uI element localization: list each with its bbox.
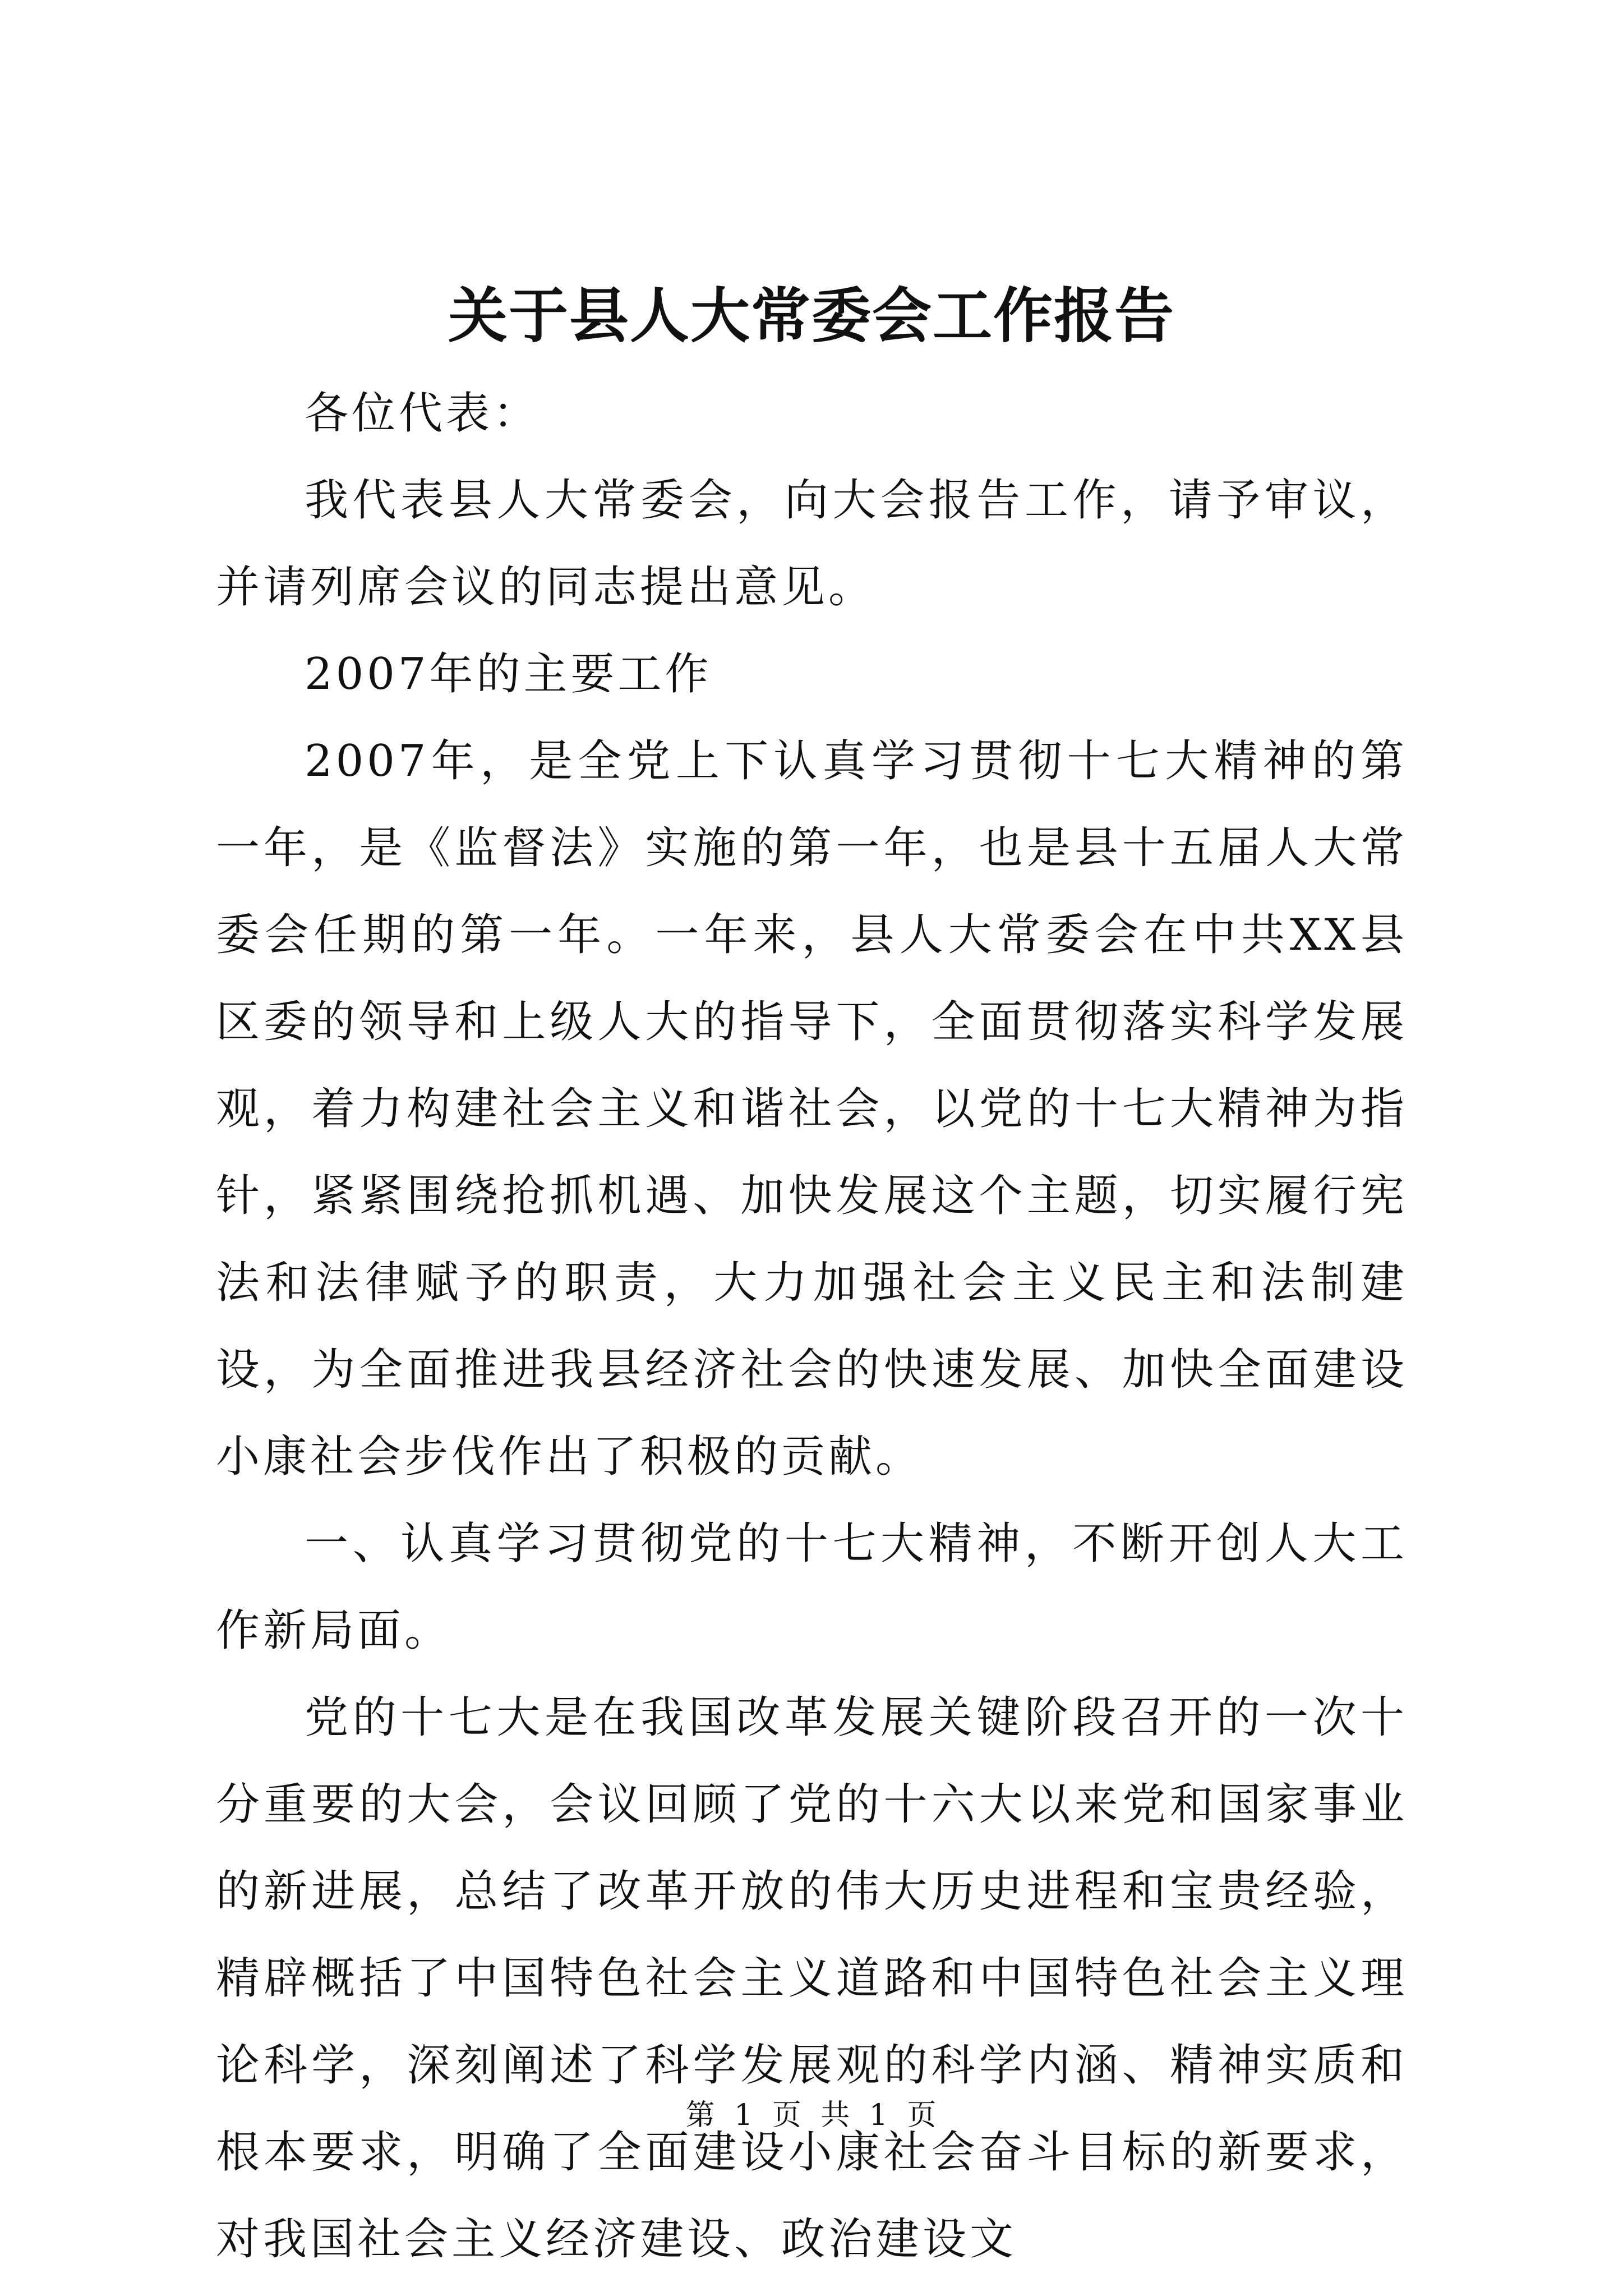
body-paragraph: 我代表县人大常委会，向大会报告工作，请予审议，并请列席会议的同志提出意见。: [216, 475, 1408, 613]
salutation-paragraph: 各位代表：: [305, 388, 541, 439]
body-paragraph: 党的十七大是在我国改革发展关键阶段召开的一次十分重要的大会，会议回顾了党的十六大以来党和国家事业的新进展，总结了改革开放的伟大历史进程和宝贵经验，精辟概括了中国特色社会主义道路和中国特色社会主义理论科学，深刻阐述了科学发展观的科学内涵、精神实质和根本要求，明确了全面建设小康社会奋斗目标的新要求，对我国社会主义经济建设、政治建设文: [216, 1692, 1408, 2265]
body-paragraph: 2007年，是全党上下认真学习贯彻十七大精神的第一年，是《监督法》实施的第一年，也是县十五届人大常委会任期的第一年。一年来，县人大常委会在中共XX县区委的领导和上级人大的指导下，全面贯彻落实科学发展观，着力构建社会主义和谐社会，以党的十七大精神为指针，紧紧围绕抢抓机遇、加快发展这个主题，切实履行宪法和法律赋予的职责，大力加强社会主义民主和法制建设，为全面推进我县经济社会的快速发展、加快全面建设小康社会步伐作出了积极的贡献。: [216, 736, 1408, 1482]
section-heading: 2007年的主要工作: [305, 649, 712, 700]
page-footer: 第 1 页 共 1 页: [685, 2099, 938, 2132]
document-title: 关于县人大常委会工作报告: [448, 280, 1175, 351]
section-heading: 一、认真学习贯彻党的十七大精神，不断开创人大工作新局面。: [216, 1519, 1408, 1656]
document-body: [216, 370, 1408, 2283]
